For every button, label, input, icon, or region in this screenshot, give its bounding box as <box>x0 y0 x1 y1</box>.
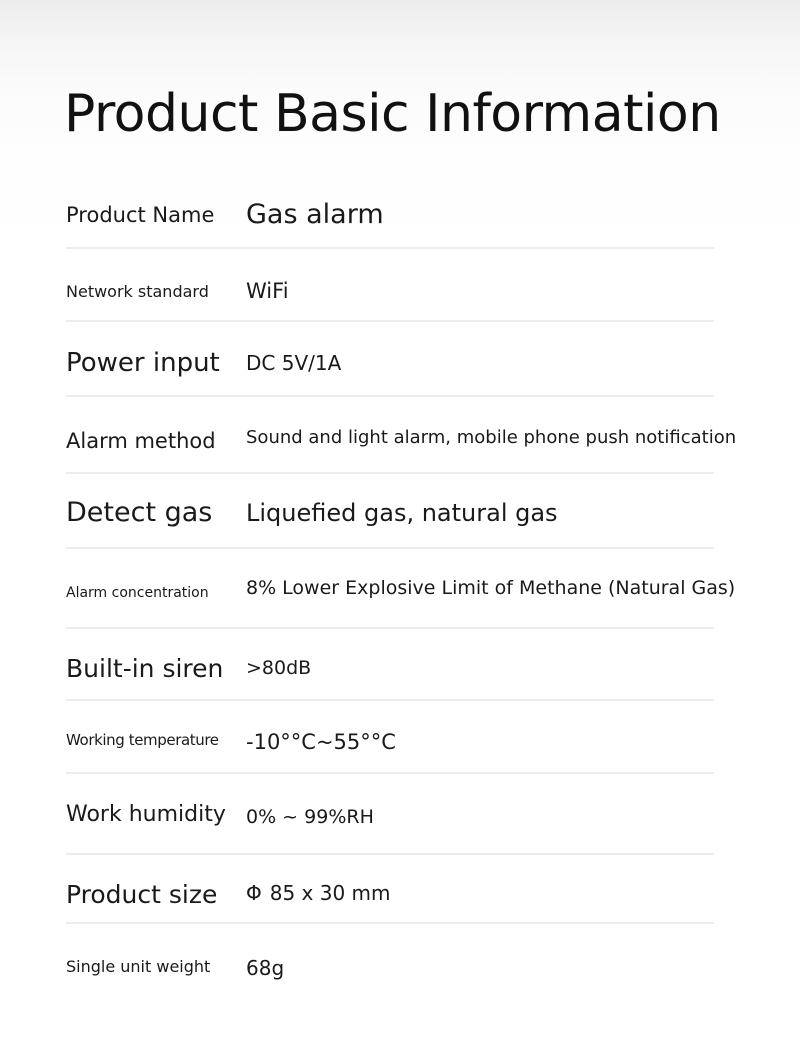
divider <box>66 772 714 774</box>
divider <box>66 395 714 397</box>
spec-label: Product size <box>66 880 218 909</box>
spec-value: WiFi <box>246 279 289 303</box>
spec-label: Working temperature <box>66 731 219 749</box>
spec-value-text: 85 x 30 mm <box>269 881 391 905</box>
spec-label: Work humidity <box>66 802 226 827</box>
spec-value: 0% ~ 99%RH <box>246 806 374 828</box>
spec-label: Single unit weight <box>66 957 211 976</box>
divider <box>66 320 714 322</box>
spec-label: Detect gas <box>66 497 213 528</box>
spec-value: Sound and light alarm, mobile phone push notification <box>246 427 737 448</box>
diameter-icon: Φ <box>246 881 262 905</box>
spec-label: Alarm concentration <box>66 585 209 601</box>
spec-value: >80dB <box>246 657 312 679</box>
spec-value: 68g <box>246 956 285 980</box>
spec-value: -10°°C~55°°C <box>246 730 396 754</box>
spec-label: Product Name <box>66 203 215 227</box>
spec-value: 8% Lower Explosive Limit of Methane (Natural Gas) <box>246 577 736 599</box>
divider <box>66 853 714 855</box>
spec-value: DC 5V/1A <box>246 351 342 375</box>
spec-label: Built-in siren <box>66 654 224 683</box>
spec-label: Alarm method <box>66 429 216 453</box>
spec-value: Gas alarm <box>246 199 384 230</box>
spec-label: Network standard <box>66 282 209 301</box>
spec-value: Liquefied gas, natural gas <box>246 499 558 527</box>
divider <box>66 699 714 701</box>
divider <box>66 547 714 549</box>
page-title: Product Basic Information <box>64 84 721 144</box>
divider <box>66 472 714 474</box>
spec-value <box>246 883 391 903</box>
spec-label: Power input <box>66 348 220 378</box>
divider <box>66 247 714 249</box>
divider <box>66 627 714 629</box>
divider <box>66 922 714 924</box>
